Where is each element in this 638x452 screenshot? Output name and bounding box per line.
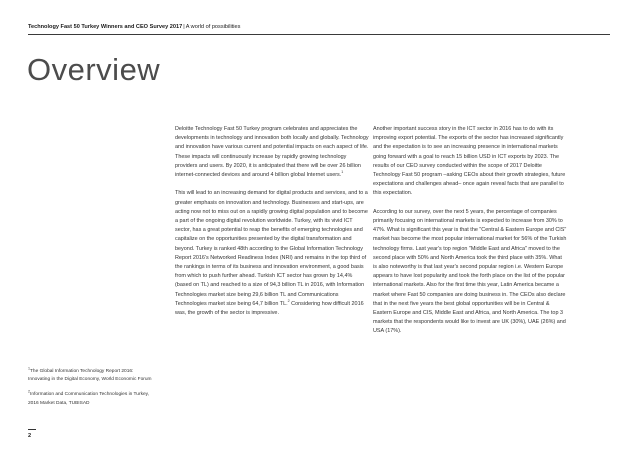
right-paragraph-1: Another important success story in the ICT sector in 2016 has to do with its improving export potential. The exports of the sector has increased significantly and the expectation is to see an increasing presence in international markets going forward with a goal to reach 15 billion USD in ICT exports by 2023. The results of our CEO survey conducted within the scope of 2017 Deloitte Technology Fast 50 program –asking CEOs about their growth strategies, future expectations and challenges ahead– once again reveal facts that are parallel to this expectation. — [373, 126, 566, 197]
document-header — [28, 24, 240, 30]
footnote-ref-2: 2 — [287, 299, 290, 304]
middle-paragraph-2 — [175, 189, 369, 318]
right-paragraph-2: According to our survey, over the next 5 years, the percentage of companies primarily focusing on international markets is expected to increase from 30% to 47%. What is significant this year is that the "Central & Eastern Europe and CIS" market has become the most popular international market for 56% of the Turkish technology firms. Last year's top region "Middle East and Africa" moved to the second place with 50% and North America took the third place with 35%. What is also noteworthy is that last year's second popular region i.e. Western Europe appears to have lost popularity and took the forth place on the list of the popular international markets. Also for the first time this year, Latin America became a market where Fast 50 companies are doing business in. The CEOs also declare that in the next five years the best global opportunities will be in Central & Eastern Europe and CIS, Middle East and Africa, and North America. The top 3 markets that the respondents would like to invest are UK (30%), UAE (26%) and USA (17%). — [373, 208, 567, 335]
page-title: Overview — [27, 52, 161, 87]
header-separator: | — [183, 24, 185, 30]
header-subtitle: A world of possibilities — [185, 24, 241, 30]
middle-paragraph-1 — [175, 125, 369, 180]
page-number-rule — [28, 429, 36, 430]
middle-paragraph-1-text: Deloitte Technology Fast 50 Turkey program celebrates and appreciates the developments in technology and innovation both locally and globally. Technology and innovation have various current and potential impacts on each aspect of life. These impacts will continuously increase by rapidly growing technology providers and users. By 2020, it is anticipated that there will be over 26 billion internet-connected devices and around 4 billion global Internet users. — [175, 126, 369, 179]
page-number: 2 — [28, 433, 32, 439]
footnote-ref-1: 1 — [341, 170, 344, 175]
middle-paragraph-2-tail: Considering how difficult 2016 was, the growth of the sector is impressive. — [175, 300, 364, 317]
column-right — [373, 125, 567, 346]
footnote-1-mark: 1 — [28, 366, 30, 371]
footnote-2 — [28, 391, 156, 407]
footnote-1 — [28, 368, 156, 384]
footnote-1-text: The Global Information Technology Report 2016: Innovating in the Digital Economy, World Economic Forum — [28, 369, 152, 383]
middle-paragraph-2-text: This will lead to an increasing demand for digital products and services, and to a greater emphasis on innovation and technology. Businesses and start-ups, are acting now not to miss out on a rapidly growing digital population and to become a part of the ongoing digital revolution worldwide. Turkey, with its vivid ICT sector, has a great potential to reap the benefits of emerging technologies and capitalize on the opportunities presented by the digital transformation and beyond. Turkey is ranked 48th according to the Global Information Technology Report 2016's Networked Readiness Index (NRI) and remains in the top third of the rankings in terms of its business and innovation environment, a good basis from which to push further ahead. Turkish ICT sector has grown by 14,4% (based on TL) and reached to a size of 94,3 billion TL in 2016, with Information Technologies market size being 29,6 billion TL and Communications Technologies market size being 64,7 billion TL. — [175, 190, 368, 307]
footnote-2-text: Information and Communication Technologies in Turkey, 2016 Market Data, TUBISAD — [28, 392, 150, 406]
header-title: Technology Fast 50 Turkey Winners and CEO Survey 2017 — [28, 24, 183, 30]
header-divider — [28, 34, 610, 35]
footnotes — [28, 368, 156, 415]
column-middle — [175, 125, 369, 327]
footnote-2-mark: 2 — [28, 389, 30, 394]
